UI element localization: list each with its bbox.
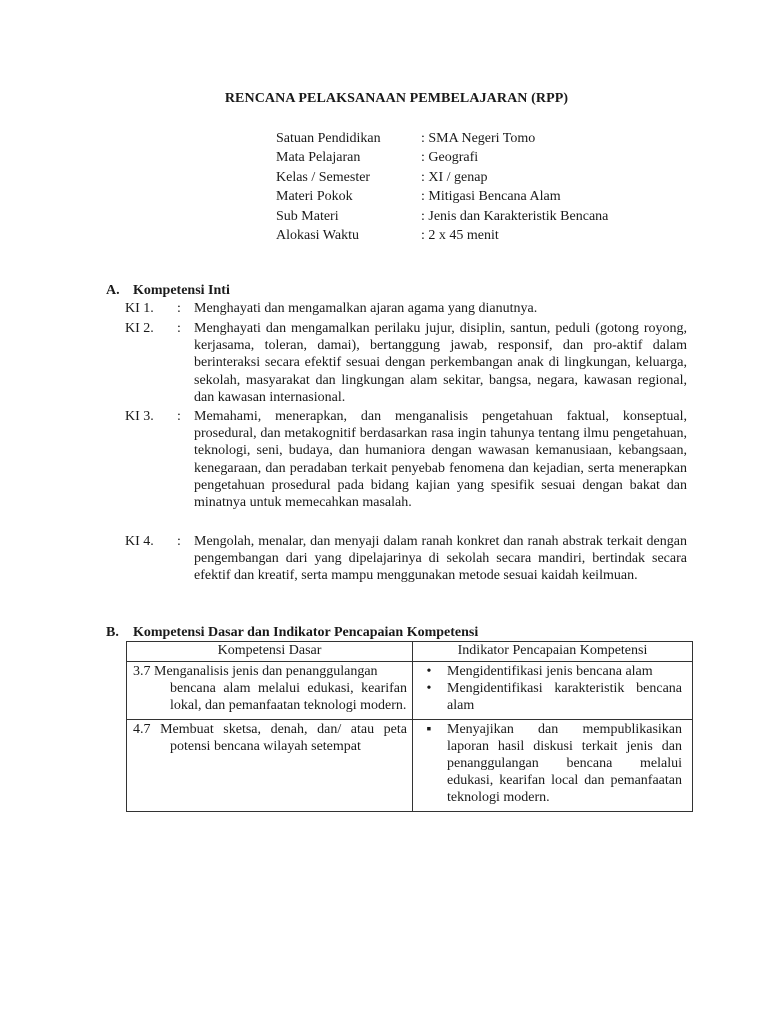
- identity-row: [276, 226, 608, 245]
- identity-row: [276, 168, 608, 187]
- identity-block: [276, 129, 608, 245]
- indicator-text: Mengidentifikasi karakteristik bencana alam: [447, 681, 682, 714]
- identity-row: [276, 207, 608, 226]
- identity-label: Alokasi Waktu: [276, 227, 359, 243]
- identity-label: Sub Materi: [276, 208, 339, 224]
- ki-code: KI 4.: [125, 534, 154, 549]
- ki-item: [125, 533, 687, 585]
- ki-separator: :: [177, 321, 181, 336]
- ipk-cell: [413, 719, 693, 811]
- competency-table: [126, 641, 693, 812]
- column-header-kd: Kompetensi Dasar: [127, 642, 413, 662]
- kd-cell: [127, 719, 413, 811]
- section-title: Kompetensi Dasar dan Indikator Pencapaian Kompetensi: [133, 625, 479, 640]
- identity-row: [276, 187, 608, 206]
- table-row: [127, 719, 693, 811]
- identity-value: : Mitigasi Bencana Alam: [421, 189, 561, 205]
- table-header-row: [127, 642, 693, 662]
- ki-text: Mengolah, menalar, dan menyaji dalam ranah konkret dan ranah abstrak terkait dengan pengembangan dari yang dipelajarinya di sekolah secara mandiri, bertindak secara efektif dan kreatif, serta mampu menggunakan metode sesuai kaidah keilmuan.: [194, 534, 687, 584]
- indicator-text: Menyajikan dan mempublikasikan laporan hasil diskusi terkait jenis dan penanggulangan bencana melalui edukasi, kearifan local dan pemanfaatan teknologi modern.: [447, 721, 682, 806]
- ki-code: KI 3.: [125, 409, 154, 424]
- ki-separator: :: [177, 534, 181, 549]
- table-row: [127, 662, 693, 720]
- indicator-list: [419, 721, 682, 807]
- ki-separator: :: [177, 301, 181, 316]
- kd-text-continuation: bencana alam melalui edukasi, kearifan lokal, dan pemanfaatan teknologi modern.: [170, 681, 407, 714]
- ipk-cell: [413, 662, 693, 720]
- identity-row: [276, 148, 608, 167]
- ki-code: KI 2.: [125, 321, 154, 336]
- list-item: [419, 680, 682, 714]
- identity-value: : SMA Negeri Tomo: [421, 131, 536, 146]
- kd-text: 4.7 Membuat sketsa, denah, dan/ atau peta potensi bencana wilayah setempat: [133, 721, 407, 754]
- ki-text: Menghayati dan mengamalkan perilaku jujur, disiplin, santun, peduli (gotong royong, kerjasama, toleran, damai), bertanggung jawab, responsif, dan pro-aktif dalam berinteraksi secara efektif sesuai dengan perkembangan anak di lingkungan, keluarga, sekolah, masyarakat dan lingkungan alam sekitar, bangsa, negara, kawasan regional, dan kawasan internasional.: [194, 321, 687, 405]
- bullet-icon: •: [426, 681, 432, 697]
- identity-value: : Jenis dan Karakteristik Bencana: [421, 208, 609, 224]
- identity-label: Materi Pokok: [276, 189, 353, 205]
- identity-label: Mata Pelajaran: [276, 150, 361, 166]
- section-letter: A.: [106, 283, 120, 298]
- page-title: RENCANA PELAKSANAAN PEMBELAJARAN (RPP): [224, 91, 569, 106]
- ki-item: [125, 300, 687, 317]
- indicator-list: [419, 663, 682, 715]
- ki-code: KI 1.: [125, 301, 154, 316]
- list-item: [419, 663, 682, 680]
- section-title: Kompetensi Inti: [133, 283, 230, 298]
- ki-text: Memahami, menerapkan, dan menganalisis pengetahuan faktual, konseptual, prosedural, dan metakognitif berdasarkan rasa ingin tahunya tentang ilmu pengetahuan, teknologi, seni, budaya, dan humaniora dengan wawasan kemanusiaan, kebangsaan, kenegaraan, dan peradaban terkait penyebab fenomena dan kejadian, serta menerapkan pengetahuan prosedural pada bidang kajian yang spesifik sesuai dengan bakat dan minatnya untuk memecahkan masalah.: [194, 409, 687, 511]
- kd-cell: [127, 662, 413, 720]
- identity-label: Kelas / Semester: [276, 169, 371, 185]
- identity-value: : Geografi: [421, 150, 479, 166]
- identity-value: : XI / genap: [421, 169, 488, 185]
- ki-separator: :: [177, 409, 181, 424]
- identity-label: Satuan Pendidikan: [276, 131, 381, 146]
- column-header-ipk: Indikator Pencapaian Kompetensi: [413, 642, 693, 662]
- kd-text-first-line: 3.7 Menganalisis jenis dan penanggulangan: [133, 664, 378, 679]
- list-item: [419, 721, 682, 807]
- bullet-icon: ▪: [426, 721, 432, 737]
- ki-item: [125, 320, 687, 406]
- ki-item: [125, 408, 687, 511]
- indicator-text: Mengidentifikasi jenis bencana alam: [447, 664, 653, 679]
- identity-row: [276, 129, 608, 148]
- ki-text: Menghayati dan mengamalkan ajaran agama yang dianutnya.: [194, 301, 538, 316]
- section-letter: B.: [106, 625, 119, 640]
- identity-value: : 2 x 45 menit: [421, 227, 499, 243]
- bullet-icon: •: [426, 664, 432, 679]
